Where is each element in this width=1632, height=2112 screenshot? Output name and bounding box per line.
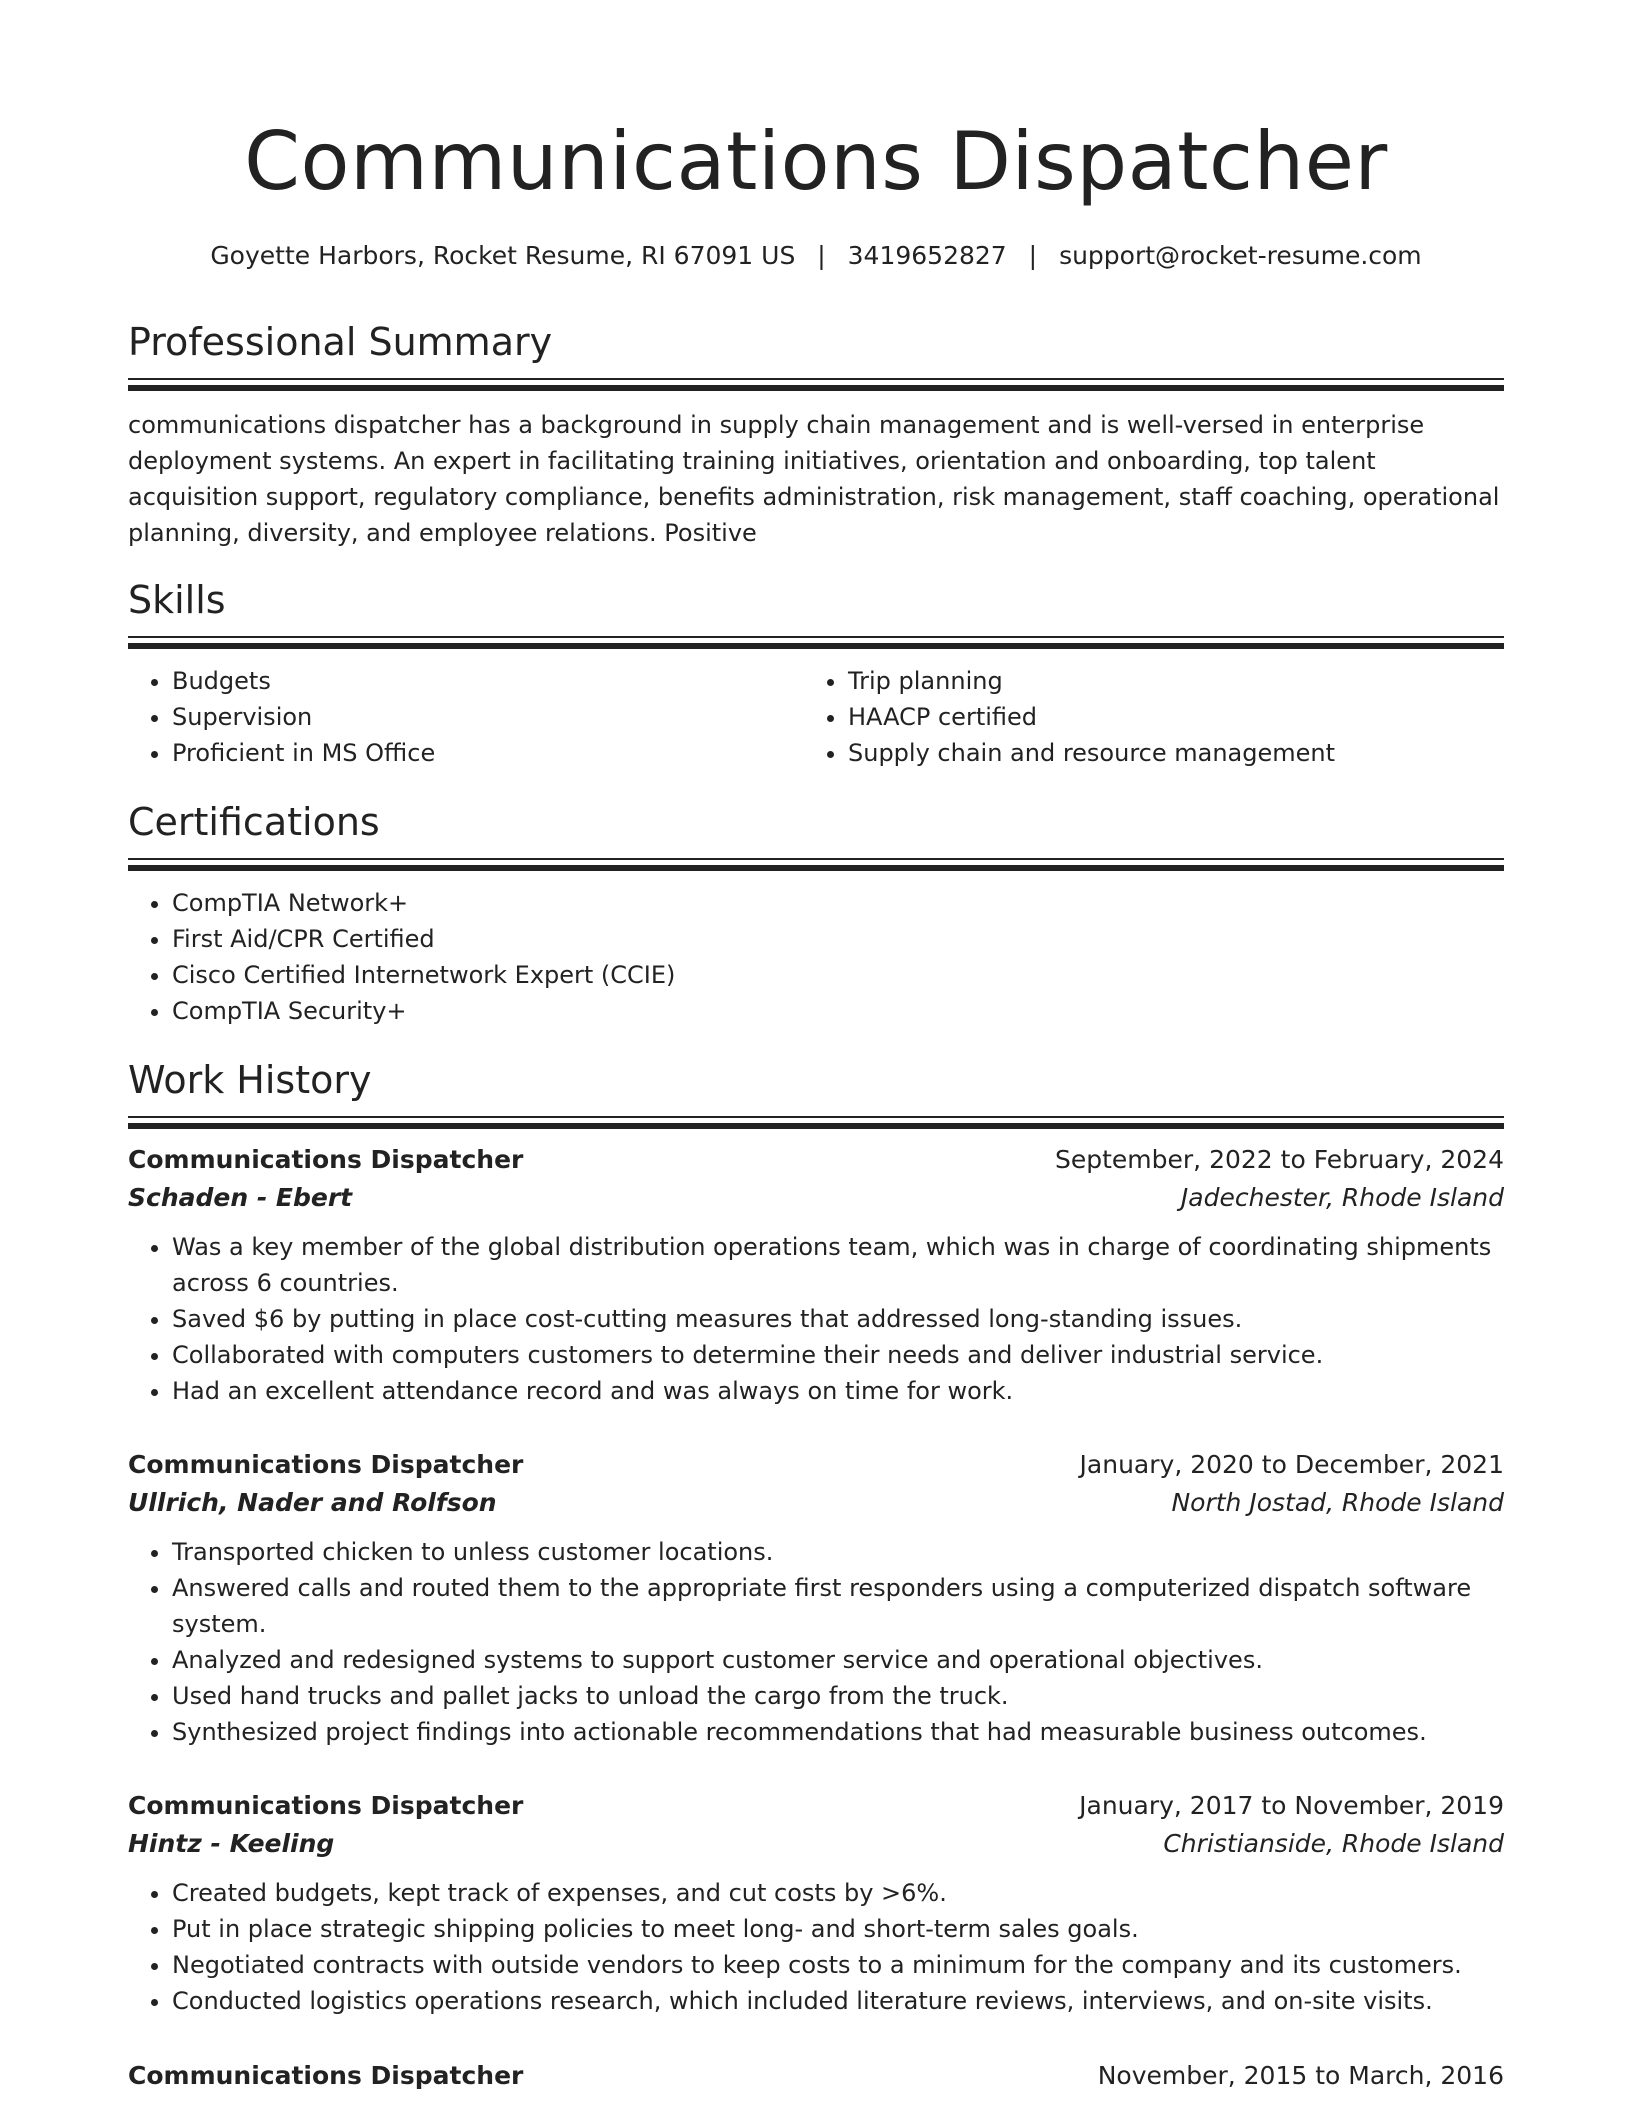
job-entry	[128, 1141, 1504, 1409]
job-title: Communications Dispatcher	[128, 1450, 524, 1479]
job-bullets	[128, 1534, 1504, 1750]
contact-email: support@rocket-resume.com	[1059, 241, 1422, 270]
job-bullet: • Used hand trucks and pallet jacks to unload the cargo from the truck.	[172, 1678, 1504, 1714]
skill-item: • HAACP certified	[848, 699, 1480, 735]
job-subheader	[128, 1179, 1504, 1217]
certifications-section	[128, 798, 1504, 1029]
job-company: Schaden - Ebert	[128, 1183, 353, 1212]
contact-separator: |	[1028, 241, 1038, 270]
job-company: Hintz - Keeling	[128, 1829, 335, 1858]
skills-list-right	[804, 663, 1480, 771]
job-title: Communications Dispatcher	[128, 2061, 524, 2090]
summary-text: communications dispatcher has a background in supply chain management and is well-versed in enterprise deployment systems. An expert in facilitating training initiatives, orientation and onboarding, top talent acquisition support, regulatory compliance, benefits administration, risk management, staff coaching, operational planning, diversity, and employee relations. Positive	[128, 411, 1500, 547]
skill-item: • Budgets	[172, 663, 804, 699]
skills-heading: Skills	[128, 578, 226, 622]
skill-item: • Proficient in MS Office	[172, 735, 804, 771]
job-header	[128, 2057, 1504, 2095]
certification-item: • CompTIA Security+	[172, 993, 1504, 1029]
job-dates: September, 2022 to February, 2024	[1055, 1145, 1504, 1174]
skills-grid	[128, 663, 1504, 771]
job-entry	[128, 1787, 1504, 2019]
job-bullet: • Was a key member of the global distribution operations team, which was in charge of coordinating shipments across 6 countries.	[172, 1229, 1504, 1301]
section-divider	[128, 636, 1504, 649]
job-bullet: • Transported chicken to unless customer locations.	[172, 1534, 1504, 1570]
job-dates: November, 2015 to March, 2016	[1097, 2061, 1504, 2090]
job-bullets	[128, 1229, 1504, 1409]
job-bullet: • Put in place strategic shipping policies to meet long- and short-term sales goals.	[172, 1911, 1504, 1947]
contact-address: Goyette Harbors, Rocket Resume, RI 67091 US	[210, 241, 796, 270]
job-bullet: • Collaborated with computers customers to determine their needs and deliver industrial service.	[172, 1337, 1504, 1373]
job-bullets	[128, 1875, 1504, 2019]
job-bullet: • Negotiated contracts with outside vendors to keep costs to a minimum for the company and its customers.	[172, 1947, 1504, 1983]
contact-separator: |	[817, 241, 826, 270]
job-bullet: • Had an excellent attendance record and was always on time for work.	[172, 1373, 1504, 1409]
skill-item: • Trip planning	[848, 663, 1480, 699]
section-divider	[128, 858, 1504, 871]
certifications-heading: Certifications	[128, 800, 380, 844]
job-title: Communications Dispatcher	[128, 1145, 524, 1174]
job-bullet: • Saved $6 by putting in place cost-cutting measures that addressed long-standing issues.	[172, 1301, 1504, 1337]
certification-item: • First Aid/CPR Certified	[172, 921, 1504, 957]
contact-line	[128, 240, 1504, 272]
job-bullet: • Answered calls and routed them to the appropriate first responders using a computerized dispatch software system.	[172, 1570, 1504, 1642]
summary-heading: Professional Summary	[128, 320, 553, 364]
job-dates: January, 2020 to December, 2021	[1079, 1450, 1504, 1479]
job-bullet: • Conducted logistics operations research, which included literature reviews, interviews, and on-site visits.	[172, 1983, 1504, 2019]
job-location: Jadechester, Rhode Island	[1180, 1183, 1504, 1212]
job-entry	[128, 1446, 1504, 1750]
contact-phone: 3419652827	[847, 241, 1007, 270]
job-company: Ullrich, Nader and Rolfson	[128, 1488, 497, 1517]
summary-section	[128, 318, 1504, 551]
section-divider	[128, 1116, 1504, 1129]
skill-item: • Supervision	[172, 699, 804, 735]
skills-section	[128, 576, 1504, 771]
job-subheader	[128, 1484, 1504, 1522]
work-history-heading: Work History	[128, 1058, 372, 1102]
job-dates: January, 2017 to November, 2019	[1079, 1791, 1504, 1820]
certification-item: • CompTIA Network+	[172, 885, 1504, 921]
job-bullet: • Analyzed and redesigned systems to support customer service and operational objectives.	[172, 1642, 1504, 1678]
resume-name: Communications Dispatcher	[244, 115, 1388, 208]
section-divider	[128, 378, 1504, 391]
certifications-list	[128, 885, 1504, 1029]
job-subheader	[128, 1825, 1504, 1863]
work-history-section	[128, 1056, 1504, 1129]
job-header	[128, 1446, 1504, 1484]
certification-item: • Cisco Certified Internetwork Expert (CCIE)	[172, 957, 1504, 993]
job-location: Christianside, Rhode Island	[1163, 1829, 1504, 1858]
skill-item: • Supply chain and resource management	[848, 735, 1480, 771]
job-title: Communications Dispatcher	[128, 1791, 524, 1820]
skills-list-left	[128, 663, 804, 771]
job-location: North Jostad, Rhode Island	[1171, 1488, 1504, 1517]
job-entry	[128, 2057, 1504, 2095]
job-header	[128, 1787, 1504, 1825]
job-bullet: • Created budgets, kept track of expenses, and cut costs by >6%.	[172, 1875, 1504, 1911]
job-header	[128, 1141, 1504, 1179]
job-bullet: • Synthesized project findings into actionable recommendations that had measurable business outcomes.	[172, 1714, 1504, 1750]
